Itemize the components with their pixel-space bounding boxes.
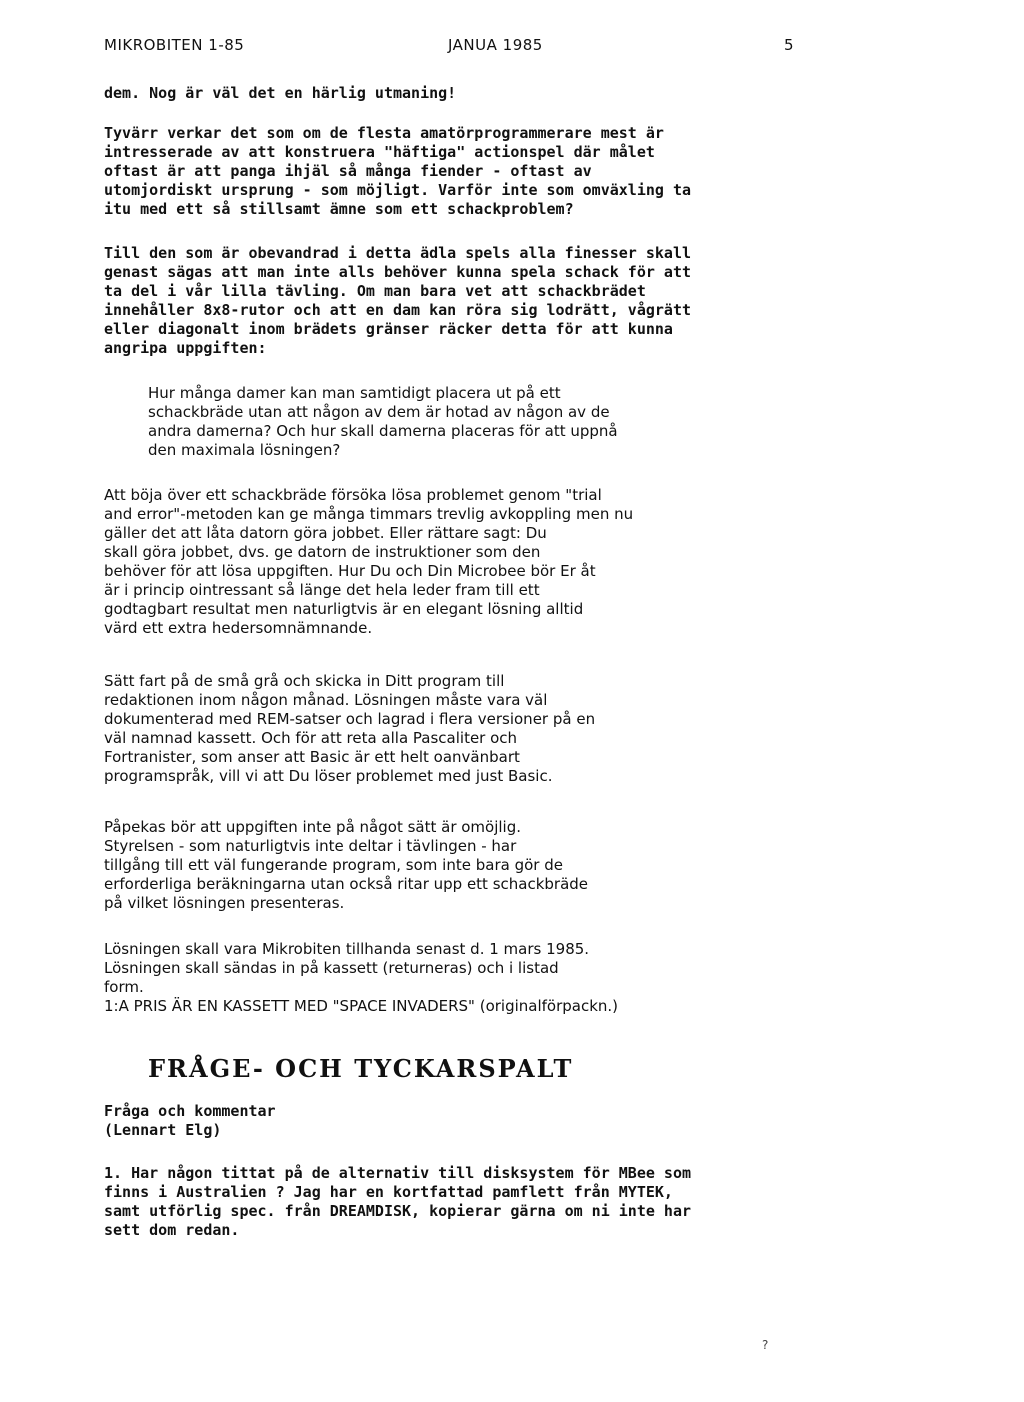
text-line: 1. Har någon tittat på de alternativ till disksystem för MBee som [104,1164,691,1182]
paragraph-submission [104,672,794,786]
text-line: godtagbart resultat men naturligtvis är en elegant lösning alltid [104,600,584,618]
issue-date: JANUA 1985 [448,36,543,54]
text-line: är i princip ointressant så länge det hela leder fram till ett [104,581,540,599]
text-line: angripa uppgiften: [104,339,267,357]
text-line: schackbräde utan att någon av dem är hotad av någon av de [148,403,610,421]
text-line: form. [104,978,144,996]
text-line: itu med ett så stillsamt ämne som ett schackproblem? [104,200,574,218]
text-line: dokumenterad med REM-satser och lagrad i flera versioner på en [104,710,596,728]
text-line: andra damerna? Och hur skall damerna placeras för att uppnå [148,422,618,440]
paragraph-amateur-programmers [104,124,794,219]
text-line: tillgång till ett väl fungerande program, som inte bara gör de [104,856,563,874]
text-line: eller diagonalt inom brädets gränser räcker detta för att kunna [104,320,673,338]
problem-statement [148,384,798,460]
text-line: Styrelsen - som naturligtvis inte deltar i tävlingen - har [104,837,517,855]
text-line: Lösningen skall sändas in på kassett (returneras) och i listad [104,959,559,977]
text-line: genast sägas att man inte alls behöver kunna spela schack för att [104,263,691,281]
text-line: gäller det att låta datorn göra jobbet. Eller rättare sagt: Du [104,524,547,542]
paragraph-not-impossible [104,818,794,913]
paragraph-deadline [104,940,794,1016]
page-number: 5 [783,36,794,54]
intro-line [104,84,794,103]
text-line: Sätt fart på de små grå och skicka in Ditt program till [104,672,505,690]
text-line: värd ett extra hedersomnämnande. [104,619,373,637]
text-line: Lösningen skall vara Mikrobiten tillhanda senast d. 1 mars 1985. [104,940,590,958]
text-line: sett dom redan. [104,1221,240,1239]
prize-line: 1:A PRIS ÄR EN KASSETT MED "SPACE INVADERS" (originalförpackn.) [104,997,619,1015]
text-line: den maximala lösningen? [148,441,341,459]
text-line: redaktionen inom någon månad. Lösningen måste vara väl [104,691,548,709]
text-line: Fråga och kommentar [104,1102,276,1120]
column-subtitle [104,1102,794,1140]
text-line: Fortranister, som anser att Basic är ett helt oanvänbart [104,748,520,766]
text-line: intresserade av att konstruera "häftiga" actionspel där målet [104,143,655,161]
text-line: programspråk, vill vi att Du löser problemet med just Basic. [104,767,553,785]
text-line: behöver för att lösa uppgiften. Hur Du och Din Microbee bör Er åt [104,562,596,580]
paragraph-chess-intro [104,244,794,358]
paragraph-trial-and-error [104,486,794,638]
text-line: Till den som är obevandrad i detta ädla spels alla finesser skall [104,244,691,262]
column-question [104,1164,794,1240]
text-line: samt utförlig spec. från DREAMDISK, kopierar gärna om ni inte har [104,1202,691,1220]
publication-name: MIKROBITEN 1-85 [104,36,245,54]
text-line: and error"-metoden kan ge många timmars trevlig avkoppling men nu [104,505,634,523]
text-line: finns i Australien ? Jag har en kortfattad pamflett från MYTEK, [104,1183,673,1201]
text-line: väl namnad kassett. Och för att reta alla Pascaliter och [104,729,518,747]
text-line: Påpekas bör att uppgiften inte på något sätt är omöjlig. [104,818,522,836]
text-line: Tyvärr verkar det som om de flesta amatörprogrammerare mest är [104,124,664,142]
column-title: FRÅGE- OCH TYCKARSPALT [148,1054,574,1083]
text-line: innehåller 8x8-rutor och att en dam kan röra sig lodrätt, vågrätt [104,301,691,319]
author-line: (Lennart Elg) [104,1121,222,1139]
text-line: ta del i vår lilla tävling. Om man bara vet att schackbrädet [104,282,646,300]
text-line: oftast är att panga ihjäl så många fiender - oftast av [104,162,592,180]
text-line: på vilket lösningen presenteras. [104,894,345,912]
text-line: skall göra jobbet, dvs. ge datorn de instruktioner som den [104,543,541,561]
page-header [104,36,794,58]
footer-mark: ? [762,1338,769,1352]
text-line: Att böja över ett schackbräde försöka lösa problemet genom "trial [104,486,602,504]
intro-text: dem. Nog är väl det en härlig utmaning! [104,84,457,102]
text-line: erforderliga beräkningarna utan också ritar upp ett schackbräde [104,875,589,893]
text-line: utomjordiskt ursprung - som möjligt. Varför inte som omväxling ta [104,181,691,199]
text-line: Hur många damer kan man samtidigt placera ut på ett [148,384,561,402]
